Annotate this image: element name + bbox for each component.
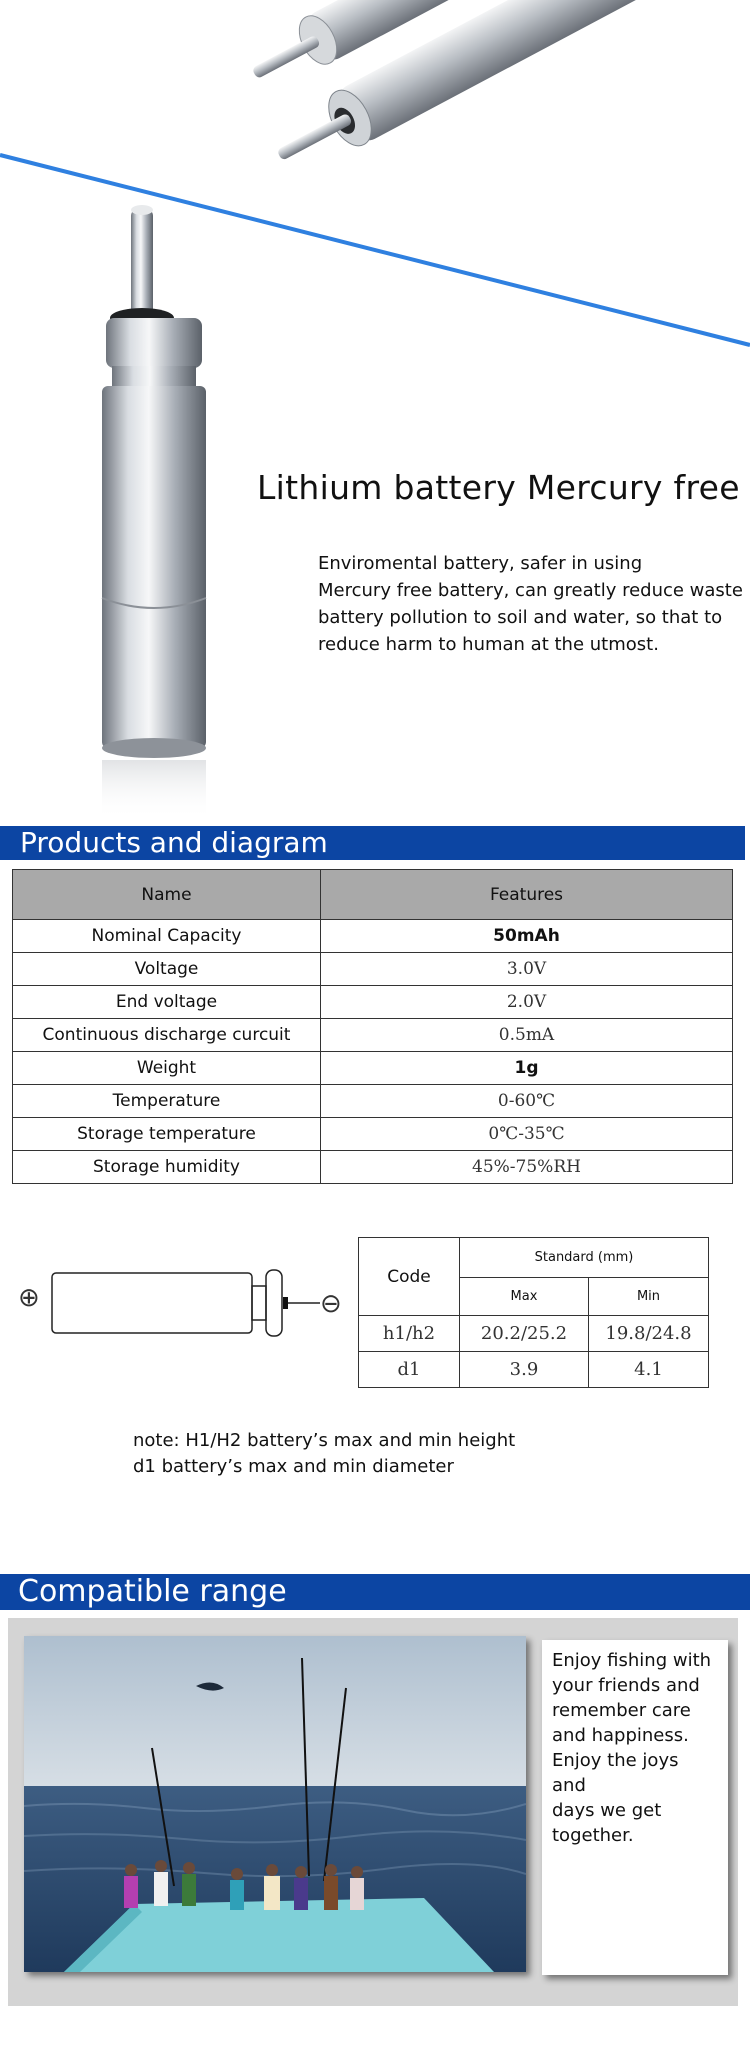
fishing-scene-illustration [24, 1636, 526, 1972]
spec-name: Weight [13, 1052, 321, 1085]
dim-min: 19.8/24.8 [589, 1316, 709, 1352]
spec-value: 3.0V [321, 953, 733, 986]
spec-name: Continuous discharge curcuit [13, 1019, 321, 1052]
hero-description-line: reduce harm to human at the utmost. [318, 634, 659, 655]
dim-max: 20.2/25.2 [460, 1316, 589, 1352]
note-line: note: H1/H2 battery’s max and min height [133, 1430, 516, 1451]
dimension-note [133, 1428, 515, 1480]
battery-pin [283, 1297, 288, 1309]
compatible-section-title: Compatible range [0, 1574, 750, 1610]
card-line: days we get [552, 1800, 662, 1821]
card-line: Enjoy fishing with [552, 1650, 712, 1671]
battery-image-top [242, 0, 750, 182]
dimension-table [358, 1237, 709, 1388]
card-line: remember care [552, 1700, 691, 1721]
card-line: your friends and [552, 1675, 700, 1696]
note-line: d1 battery’s max and min diameter [133, 1456, 454, 1477]
spec-name: Temperature [13, 1085, 321, 1118]
table-row [359, 1352, 709, 1388]
dim-header-min: Min [589, 1278, 709, 1316]
table-row [13, 1052, 733, 1085]
minus-terminal-symbol: ⊖ [320, 1289, 342, 1319]
hero-description-line: Mercury free battery, can greatly reduce waste [318, 580, 743, 601]
table-row [13, 953, 733, 986]
dim-min: 4.1 [589, 1352, 709, 1388]
spec-value: 0.5mA [321, 1019, 733, 1052]
battery-body-outline [52, 1273, 252, 1333]
spec-name: Storage humidity [13, 1151, 321, 1184]
products-section-title: Products and diagram [0, 826, 745, 860]
spec-name: Nominal Capacity [13, 920, 321, 953]
spec-value: 0℃-35℃ [321, 1118, 733, 1151]
table-row [13, 986, 733, 1019]
table-row [13, 1019, 733, 1052]
compatible-text-card [542, 1640, 728, 1975]
hero-title: Lithium battery Mercury free [257, 468, 740, 507]
spec-value: 1g [321, 1052, 733, 1085]
table-row [13, 1151, 733, 1184]
card-line: together. [552, 1825, 634, 1846]
hero-banner [0, 0, 750, 820]
battery-cap-outline [266, 1270, 282, 1336]
spec-value: 2.0V [321, 986, 733, 1019]
card-line: Enjoy the joys and [552, 1750, 679, 1796]
table-row [13, 920, 733, 953]
dim-header-max: Max [460, 1278, 589, 1316]
plus-terminal-symbol: ⊕ [18, 1283, 40, 1313]
spec-name: Voltage [13, 953, 321, 986]
spec-value: 50mAh [321, 920, 733, 953]
card-line: and happiness. [552, 1725, 689, 1746]
spec-name: End voltage [13, 986, 321, 1019]
spec-value: 45%-75%RH [321, 1151, 733, 1184]
dim-code: h1/h2 [359, 1316, 460, 1352]
table-row [13, 1118, 733, 1151]
spec-value: 0-60℃ [321, 1085, 733, 1118]
fishing-photo [24, 1636, 526, 1972]
dim-header-standard: Standard (mm) [460, 1238, 709, 1278]
spec-name: Storage temperature [13, 1118, 321, 1151]
table-row [13, 1085, 733, 1118]
dim-max: 3.9 [460, 1352, 589, 1388]
spec-table-header-row [13, 870, 733, 920]
spec-table [12, 869, 733, 1184]
spec-header-features: Features [321, 870, 733, 920]
battery-diagram [18, 1250, 348, 1340]
dim-header-code: Code [359, 1238, 460, 1316]
spec-header-name: Name [13, 870, 321, 920]
hero-description-line: Enviromental battery, safer in using [318, 553, 643, 574]
hero-illustration [0, 0, 750, 820]
hero-description-line: battery pollution to soil and water, so that to [318, 607, 723, 628]
hero-description [318, 550, 743, 658]
battery-neck-outline [252, 1286, 266, 1320]
battery-image-main [102, 205, 206, 820]
dim-code: d1 [359, 1352, 460, 1388]
table-row [359, 1316, 709, 1352]
